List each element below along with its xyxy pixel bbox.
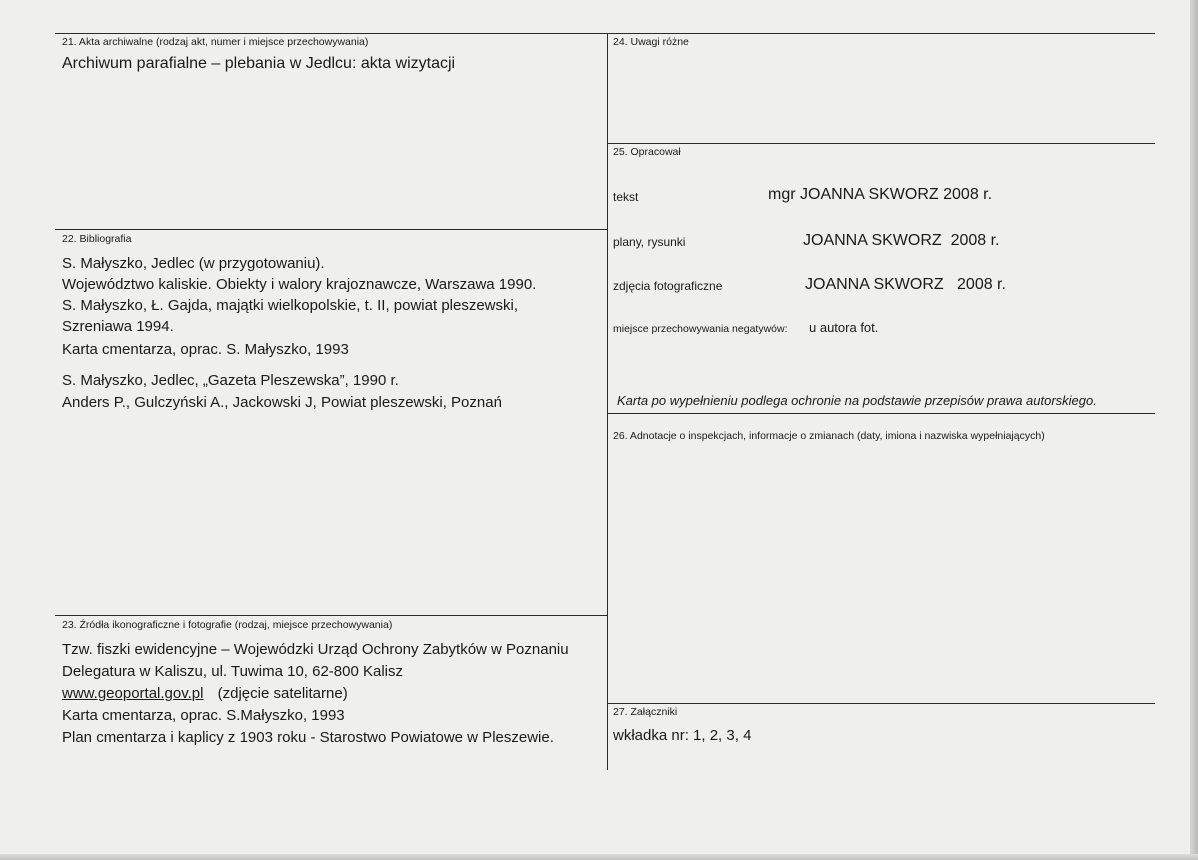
divider-26-27	[607, 703, 1155, 704]
bibliography-line: Szreniawa 1994.	[62, 318, 174, 335]
attachments-text: wkładka nr: 1, 2, 3, 4	[613, 727, 752, 744]
section-22-label: 22. Bibliografia	[62, 233, 132, 245]
negatives-storage-value: u autora fot.	[809, 320, 879, 335]
author-row-key: plany, rysunki	[613, 235, 686, 249]
divider-25-26	[607, 413, 1155, 414]
author-row-value: mgr JOANNA SKWORZ 2008 r.	[768, 186, 993, 203]
iconographic-source-line: Delegatura w Kaliszu, ul. Tuwima 10, 62-800 Kalisz	[62, 663, 404, 680]
geoportal-link-note: (zdjęcie satelitarne)	[217, 685, 348, 702]
top-border	[55, 33, 1155, 34]
iconographic-source-line: Tzw. fiszki ewidencyjne – Wojewódzki Urząd Ochrony Zabytków w Poznaniu	[62, 641, 569, 658]
iconographic-source-line: Karta cmentarza, oprac. S.Małyszko, 1993	[62, 707, 345, 724]
negatives-storage-label: miejsce przechowywania negatywów:	[613, 323, 788, 335]
section-24-label: 24. Uwagi różne	[613, 36, 689, 48]
divider-22-23	[55, 615, 607, 616]
divider-21-22	[55, 229, 607, 230]
bibliography-line: Anders P., Gulczyński A., Jackowski J, Powiat pleszewski, Poznań	[62, 394, 502, 411]
author-row-value: JOANNA SKWORZ 2008 r.	[805, 276, 1006, 293]
section-23-label: 23. Źródła ikonograficzne i fotografie (rodzaj, miejsce przechowywania)	[62, 619, 393, 631]
bibliography-line: S. Małyszko, Jedlec (w przygotowaniu).	[62, 255, 325, 272]
iconographic-source-line	[62, 683, 348, 704]
scan-edge-bottom	[0, 854, 1198, 860]
geoportal-link[interactable]: www.geoportal.gov.pl	[62, 685, 204, 702]
author-row-key: zdjęcia fotograficzne	[613, 279, 723, 293]
bibliography-line: Województwo kaliskie. Obiekty i walory krajoznawcze, Warszawa 1990.	[62, 276, 537, 293]
author-row-key: tekst	[613, 190, 639, 204]
iconographic-source-line: Plan cmentarza i kaplicy z 1903 roku - Starostwo Powiatowe w Pleszewie.	[62, 729, 554, 746]
section-25-label: 25. Opracował	[613, 146, 681, 158]
bibliography-line: S. Małyszko, Ł. Gajda, majątki wielkopolskie, t. II, powiat pleszewski,	[62, 297, 519, 314]
section-21-label: 21. Akta archiwalne (rodzaj akt, numer i miejsce przechowywania)	[62, 36, 369, 48]
archival-records-text: Archiwum parafialne – plebania w Jedlcu: akta wizytacji	[62, 55, 456, 72]
copyright-note: Karta po wypełnieniu podlega ochronie na podstawie przepisów prawa autorskiego.	[617, 393, 1097, 408]
divider-24-25	[607, 143, 1155, 144]
bibliography-line: Karta cmentarza, oprac. S. Małyszko, 1993	[62, 341, 349, 358]
author-row-value: JOANNA SKWORZ 2008 r.	[803, 232, 1000, 249]
section-26-label: 26. Adnotacje o inspekcjach, informacje o zmianach (daty, imiona i nazwiska wypełniających)	[613, 430, 1045, 442]
bibliography-line: S. Małyszko, Jedlec, „Gazeta Pleszewska”, 1990 r.	[62, 372, 399, 389]
scan-edge-right	[1190, 0, 1198, 860]
section-27-label: 27. Załączniki	[613, 706, 678, 718]
